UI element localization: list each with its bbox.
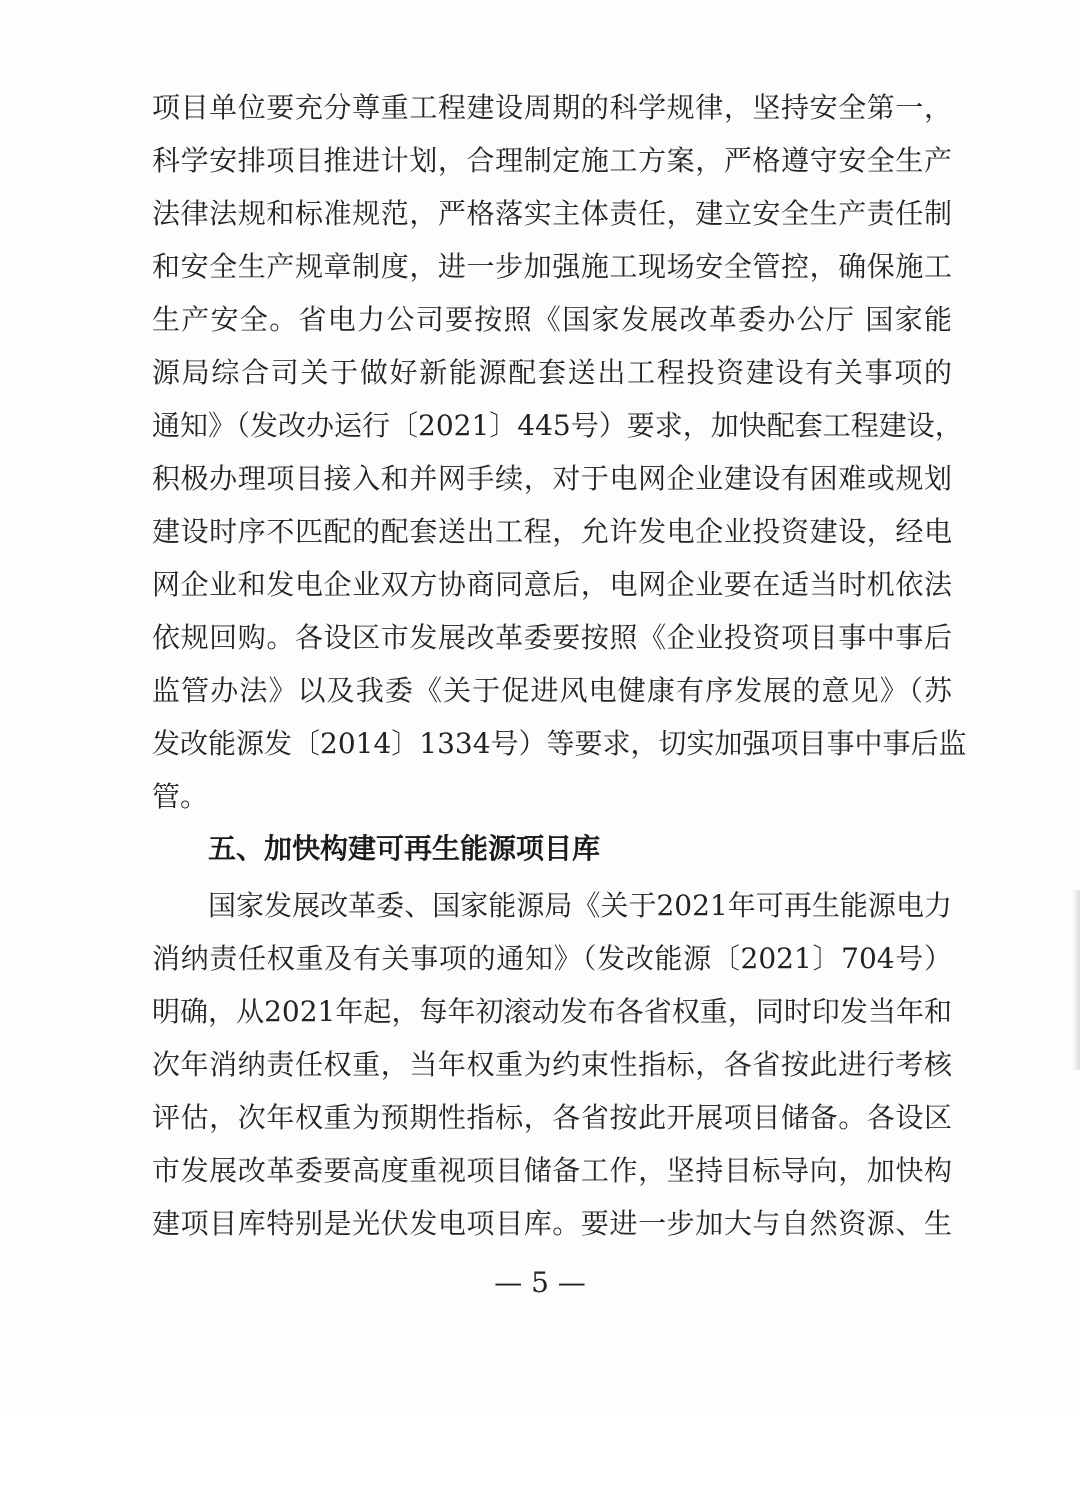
page-edge-shadow xyxy=(1072,890,1080,1070)
paragraph-line: 依规回购。各设区市发展改革委要按照《企业投资项目事中事后 xyxy=(152,621,952,654)
paragraph-line: 国家发展改革委、国家能源局《关于2021年可再生能源电力 xyxy=(208,889,952,922)
paragraph-line: 科学安排项目推进计划，合理制定施工方案，严格遵守安全生产 xyxy=(152,144,952,177)
page-number: — 5 — xyxy=(494,1266,586,1299)
paragraph-line: 源局综合司关于做好新能源配套送出工程投资建设有关事项的 xyxy=(152,356,952,389)
paragraph-line: 管。 xyxy=(152,780,209,813)
paragraph-line: 建项目库特别是光伏发电项目库。要进一步加大与自然资源、生 xyxy=(152,1207,952,1240)
paragraph-line: 积极办理项目接入和并网手续，对于电网企业建设有困难或规划 xyxy=(152,462,952,495)
paragraph-line: 次年消纳责任权重，当年权重为约束性指标，各省按此进行考核 xyxy=(152,1048,952,1081)
paragraph-line: 明确，从2021年起，每年初滚动发布各省权重，同时印发当年和 xyxy=(152,995,952,1028)
paragraph-line: 评估，次年权重为预期性指标，各省按此开展项目储备。各设区 xyxy=(152,1101,952,1134)
paragraph-line: 和安全生产规章制度，进一步加强施工现场安全管控，确保施工 xyxy=(152,250,952,283)
paragraph-line: 网企业和发电企业双方协商同意后，电网企业要在适当时机依法 xyxy=(152,568,952,601)
paragraph-line: 建设时序不匹配的配套送出工程，允许发电企业投资建设，经电 xyxy=(152,515,952,548)
paragraph-line: 生产安全。省电力公司要按照《国家发展改革委办公厅 国家能 xyxy=(152,303,952,336)
paragraph-line: 发改能源发〔2014〕1334号）等要求，切实加强项目事中事后监 xyxy=(152,727,967,760)
paragraph-line: 消纳责任权重及有关事项的通知》（发改能源〔2021〕704号） xyxy=(152,942,952,975)
paragraph-line: 市发展改革委要高度重视项目储备工作，坚持目标导向，加快构 xyxy=(152,1154,952,1187)
paragraph-line: 监管办法》以及我委《关于促进风电健康有序发展的意见》（苏 xyxy=(152,674,952,707)
blank-margin xyxy=(0,1410,1080,1490)
paragraph-line: 通知》（发改办运行〔2021〕445号）要求，加快配套工程建设， xyxy=(152,409,963,442)
paragraph-line: 项目单位要充分尊重工程建设周期的科学规律，坚持安全第一， xyxy=(152,91,952,124)
section-heading: 五、加快构建可再生能源项目库 xyxy=(208,832,601,865)
paragraph-line: 法律法规和标准规范，严格落实主体责任，建立安全生产责任制 xyxy=(152,197,952,230)
